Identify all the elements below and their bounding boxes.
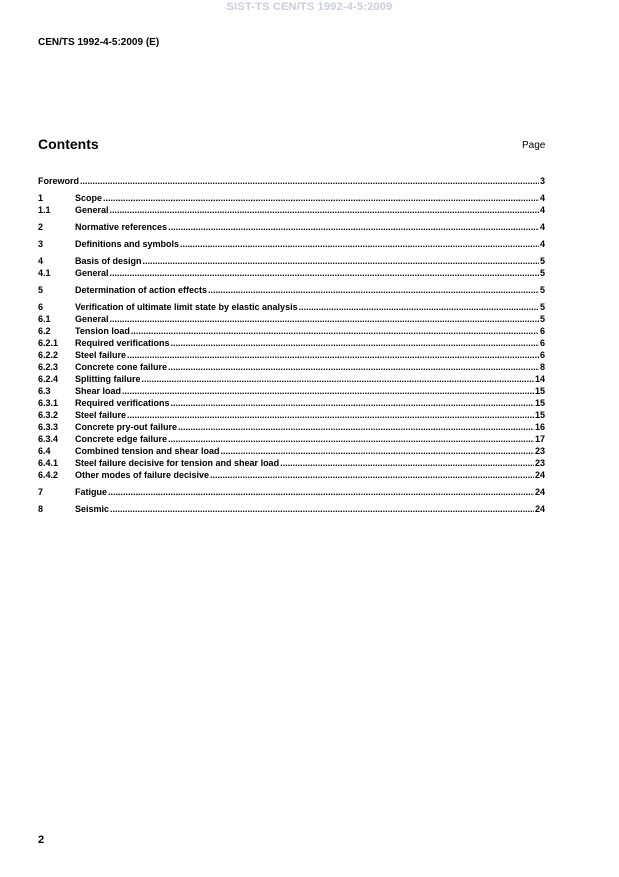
toc-entry-title: Concrete cone failure [75, 362, 168, 372]
toc-entry-number: 6.2.1 [38, 338, 59, 348]
toc-dot-leader [110, 503, 534, 515]
toc-dot-leader [108, 486, 534, 498]
toc-entry[interactable] [38, 221, 545, 233]
toc-entry-title: Concrete pry-out failure [75, 422, 178, 432]
toc-entry-title: Steel failure [75, 350, 127, 360]
toc-entry[interactable] [38, 325, 545, 337]
toc-dot-leader [168, 361, 539, 373]
toc-entry-title: Required verifications [75, 398, 170, 408]
toc-entry-title: Definitions and symbols [75, 239, 180, 249]
toc-entry[interactable] [38, 421, 545, 433]
toc-entry[interactable] [38, 385, 545, 397]
table-of-contents [38, 175, 545, 515]
toc-entry-number: 6.2 [38, 326, 51, 336]
toc-dot-leader [127, 349, 539, 361]
toc-entry-title: Seismic [75, 504, 110, 514]
toc-entry[interactable] [38, 313, 545, 325]
toc-entry-title: Concrete edge failure [75, 434, 168, 444]
toc-entry[interactable] [38, 486, 545, 498]
toc-entry-page: 24 [534, 504, 545, 514]
toc-entry[interactable] [38, 349, 545, 361]
toc-entry-number: 8 [38, 504, 44, 514]
toc-entry-page: 3 [539, 176, 545, 186]
toc-dot-leader [280, 457, 534, 469]
toc-entry[interactable] [38, 397, 545, 409]
toc-entry-number: 7 [38, 487, 44, 497]
toc-entry-page: 6 [539, 350, 545, 360]
toc-entry-title: Basis of design [75, 256, 142, 266]
toc-entry-number: 6.3.4 [38, 434, 59, 444]
page-number: 2 [38, 834, 45, 846]
toc-entry-number: 4.1 [38, 268, 51, 278]
toc-entry-page: 4 [539, 205, 545, 215]
toc-entry-page: 5 [539, 314, 545, 324]
toc-entry-title: Other modes of failure decisive [75, 470, 210, 480]
toc-entry-number: 6.3.3 [38, 422, 59, 432]
toc-dot-leader [180, 238, 539, 250]
toc-dot-leader [168, 221, 539, 233]
toc-entry-page: 4 [539, 222, 545, 232]
toc-entry-title: General [75, 205, 109, 215]
toc-entry-title: Shear load [75, 386, 122, 396]
toc-entry-number: 6.4.2 [38, 470, 59, 480]
toc-entry-number: 6.2.4 [38, 374, 59, 384]
toc-dot-leader [142, 373, 534, 385]
toc-entry[interactable] [38, 445, 545, 457]
toc-entry-title: Tension load [75, 326, 130, 336]
toc-entry-page: 23 [534, 446, 545, 456]
toc-dot-leader [208, 284, 539, 296]
toc-dot-leader [143, 255, 539, 267]
toc-entry-page: 5 [539, 285, 545, 295]
toc-entry[interactable] [38, 301, 545, 313]
toc-dot-leader [110, 267, 539, 279]
toc-entry[interactable] [38, 255, 545, 267]
toc-dot-leader [127, 409, 534, 421]
toc-entry[interactable] [38, 267, 545, 279]
toc-entry[interactable] [38, 433, 545, 445]
toc-entry-number: 6.3.2 [38, 410, 59, 420]
toc-dot-leader [299, 301, 539, 313]
toc-entry-page: 6 [539, 326, 545, 336]
toc-dot-leader [221, 445, 534, 457]
toc-entry-page: 15 [534, 386, 545, 396]
toc-entry-number: 6.4 [38, 446, 51, 456]
toc-dot-leader [110, 204, 539, 216]
toc-entry[interactable] [38, 175, 545, 187]
toc-entry-title: Normative references [75, 222, 168, 232]
toc-dot-leader [171, 337, 539, 349]
toc-dot-leader [110, 313, 539, 325]
toc-entry-title: Splitting failure [75, 374, 141, 384]
toc-dot-leader [80, 175, 539, 187]
document-id: CEN/TS 1992-4-5:2009 (E) [38, 37, 160, 48]
toc-entry[interactable] [38, 469, 545, 481]
watermark: SIST-TS CEN/TS 1992-4-5:2009 [226, 1, 393, 13]
toc-entry[interactable] [38, 238, 545, 250]
toc-entry-number: 6.1 [38, 314, 51, 324]
toc-entry-page: 23 [534, 458, 545, 468]
toc-dot-leader [171, 397, 534, 409]
toc-dot-leader [178, 421, 534, 433]
toc-entry-page: 5 [539, 268, 545, 278]
toc-dot-leader [131, 325, 539, 337]
toc-entry-number: 2 [38, 222, 44, 232]
page-column-label: Page [522, 140, 546, 151]
toc-entry-page: 15 [534, 398, 545, 408]
toc-entry[interactable] [38, 204, 545, 216]
toc-entry-number: 1.1 [38, 205, 51, 215]
toc-dot-leader [210, 469, 534, 481]
toc-entry-page: 8 [539, 362, 545, 372]
toc-entry-title: Fatigue [75, 487, 108, 497]
toc-dot-leader [103, 192, 539, 204]
toc-entry[interactable] [38, 337, 545, 349]
toc-entry-page: 5 [539, 302, 545, 312]
toc-entry-page: 24 [534, 470, 545, 480]
toc-entry[interactable] [38, 373, 545, 385]
toc-entry-number: 6 [38, 302, 44, 312]
toc-entry-number: 5 [38, 285, 44, 295]
toc-entry-page: 4 [539, 193, 545, 203]
toc-entry-title: General [75, 268, 109, 278]
toc-entry-page: 4 [539, 239, 545, 249]
toc-entry-number: 6.2.3 [38, 362, 59, 372]
toc-entry-title: Steel failure decisive for tension and shear load [75, 458, 280, 468]
toc-entry[interactable] [38, 457, 545, 469]
toc-entry-number: 6.3.1 [38, 398, 59, 408]
toc-entry[interactable] [38, 409, 545, 421]
toc-entry-page: 16 [534, 422, 545, 432]
toc-entry-title: General [75, 314, 109, 324]
toc-entry-number: 1 [38, 193, 44, 203]
contents-title: Contents [38, 136, 99, 152]
toc-entry-number: 3 [38, 239, 44, 249]
toc-entry-number: 4 [38, 256, 44, 266]
toc-entry-number: 6.3 [38, 386, 51, 396]
toc-entry-title: Scope [75, 193, 103, 203]
toc-entry-title: Combined tension and shear load [75, 446, 220, 456]
toc-dot-leader [168, 433, 534, 445]
toc-entry-title: Determination of action effects [75, 285, 208, 295]
toc-entry-title: Verification of ultimate limit state by elastic analysis [75, 302, 298, 312]
toc-entry-number: 6.4.1 [38, 458, 59, 468]
toc-entry-number: 6.2.2 [38, 350, 59, 360]
toc-entry-page: 6 [539, 338, 545, 348]
toc-entry-page: 14 [534, 374, 545, 384]
toc-dot-leader [122, 385, 534, 397]
toc-entry[interactable] [38, 361, 545, 373]
toc-entry-page: 15 [534, 410, 545, 420]
toc-entry-title: Required verifications [75, 338, 170, 348]
toc-entry-title: Foreword [38, 176, 80, 186]
toc-entry[interactable] [38, 284, 545, 296]
toc-entry-title: Steel failure [75, 410, 127, 420]
toc-entry-page: 17 [534, 434, 545, 444]
toc-entry[interactable] [38, 192, 545, 204]
toc-entry[interactable] [38, 503, 545, 515]
toc-entry-page: 5 [539, 256, 545, 266]
toc-entry-page: 24 [534, 487, 545, 497]
